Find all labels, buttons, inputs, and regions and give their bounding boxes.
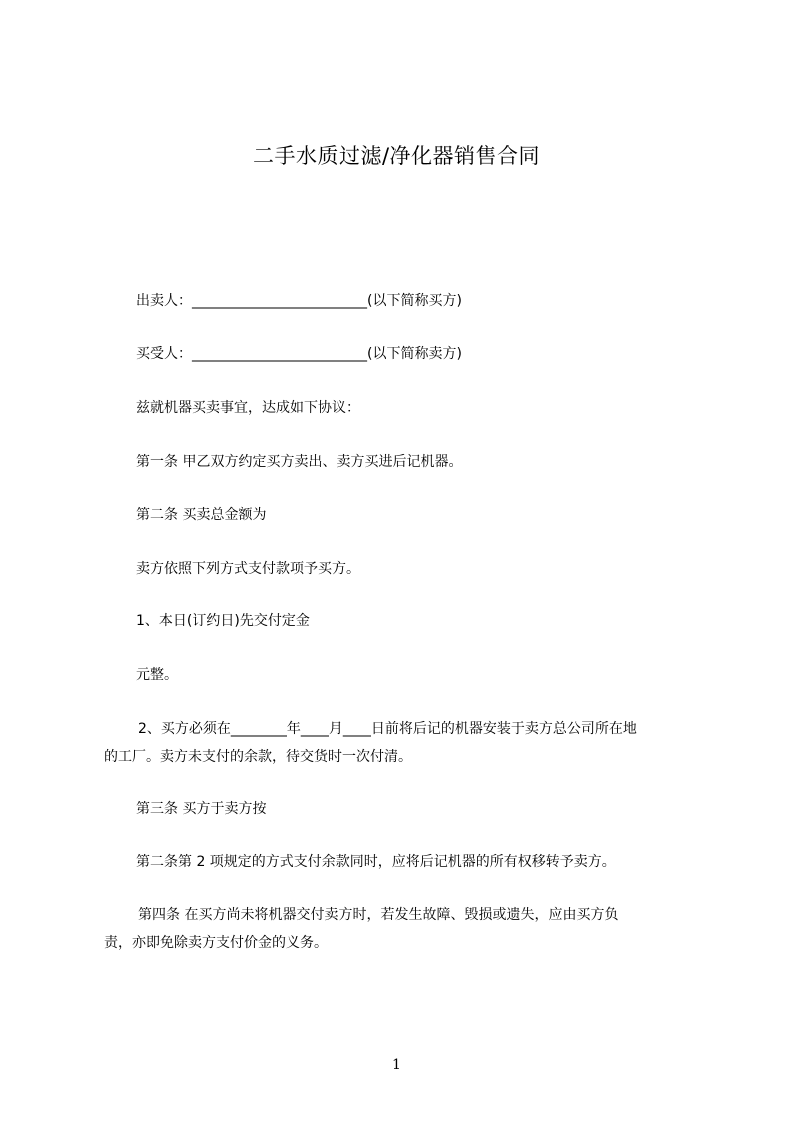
payment-item-2-line-1: 2、买方必须在________年____月____日前将后记的机器安装于卖方总公司所在地 <box>138 721 637 737</box>
intro-paragraph: 兹就机器买卖事宜，达成如下协议： <box>136 400 360 416</box>
article-4-line-1: 第四条 在买方尚未将机器交付卖方时，若发生故障、毁损或遗失，应由买方负 <box>138 907 619 923</box>
seller-line: 出卖人：_________________________(以下简称买方) <box>136 293 462 309</box>
payment-item-2-line-2: 的工厂。卖方未支付的余款，待交货时一次付清。 <box>104 749 412 765</box>
payment-item-1: 1、本日(订约日)先交付定金 <box>136 613 310 629</box>
buyer-line: 买受人：_________________________(以下简称卖方) <box>136 346 462 362</box>
article-3-continued: 第二条第 2 项规定的方式支付余款同时，应将后记机器的所有权移转予卖方。 <box>136 854 616 870</box>
document-title: 二手水质过滤/净化器销售合同 <box>252 144 541 168</box>
article-2: 第二条 买卖总金额为 <box>136 507 267 523</box>
article-4 <box>104 901 704 957</box>
payment-item-2 <box>104 715 704 771</box>
payment-item-1-continued: 元整。 <box>136 667 178 683</box>
article-1: 第一条 甲乙双方约定买方卖出、卖方买进后记机器。 <box>136 454 463 470</box>
article-3: 第三条 买方于卖方按 <box>136 801 267 817</box>
payment-intro: 卖方依照下列方式支付款项予买方。 <box>136 561 360 577</box>
article-4-line-2: 责，亦即免除卖方支付价金的义务。 <box>104 935 328 951</box>
page-number: 1 <box>392 1057 401 1073</box>
